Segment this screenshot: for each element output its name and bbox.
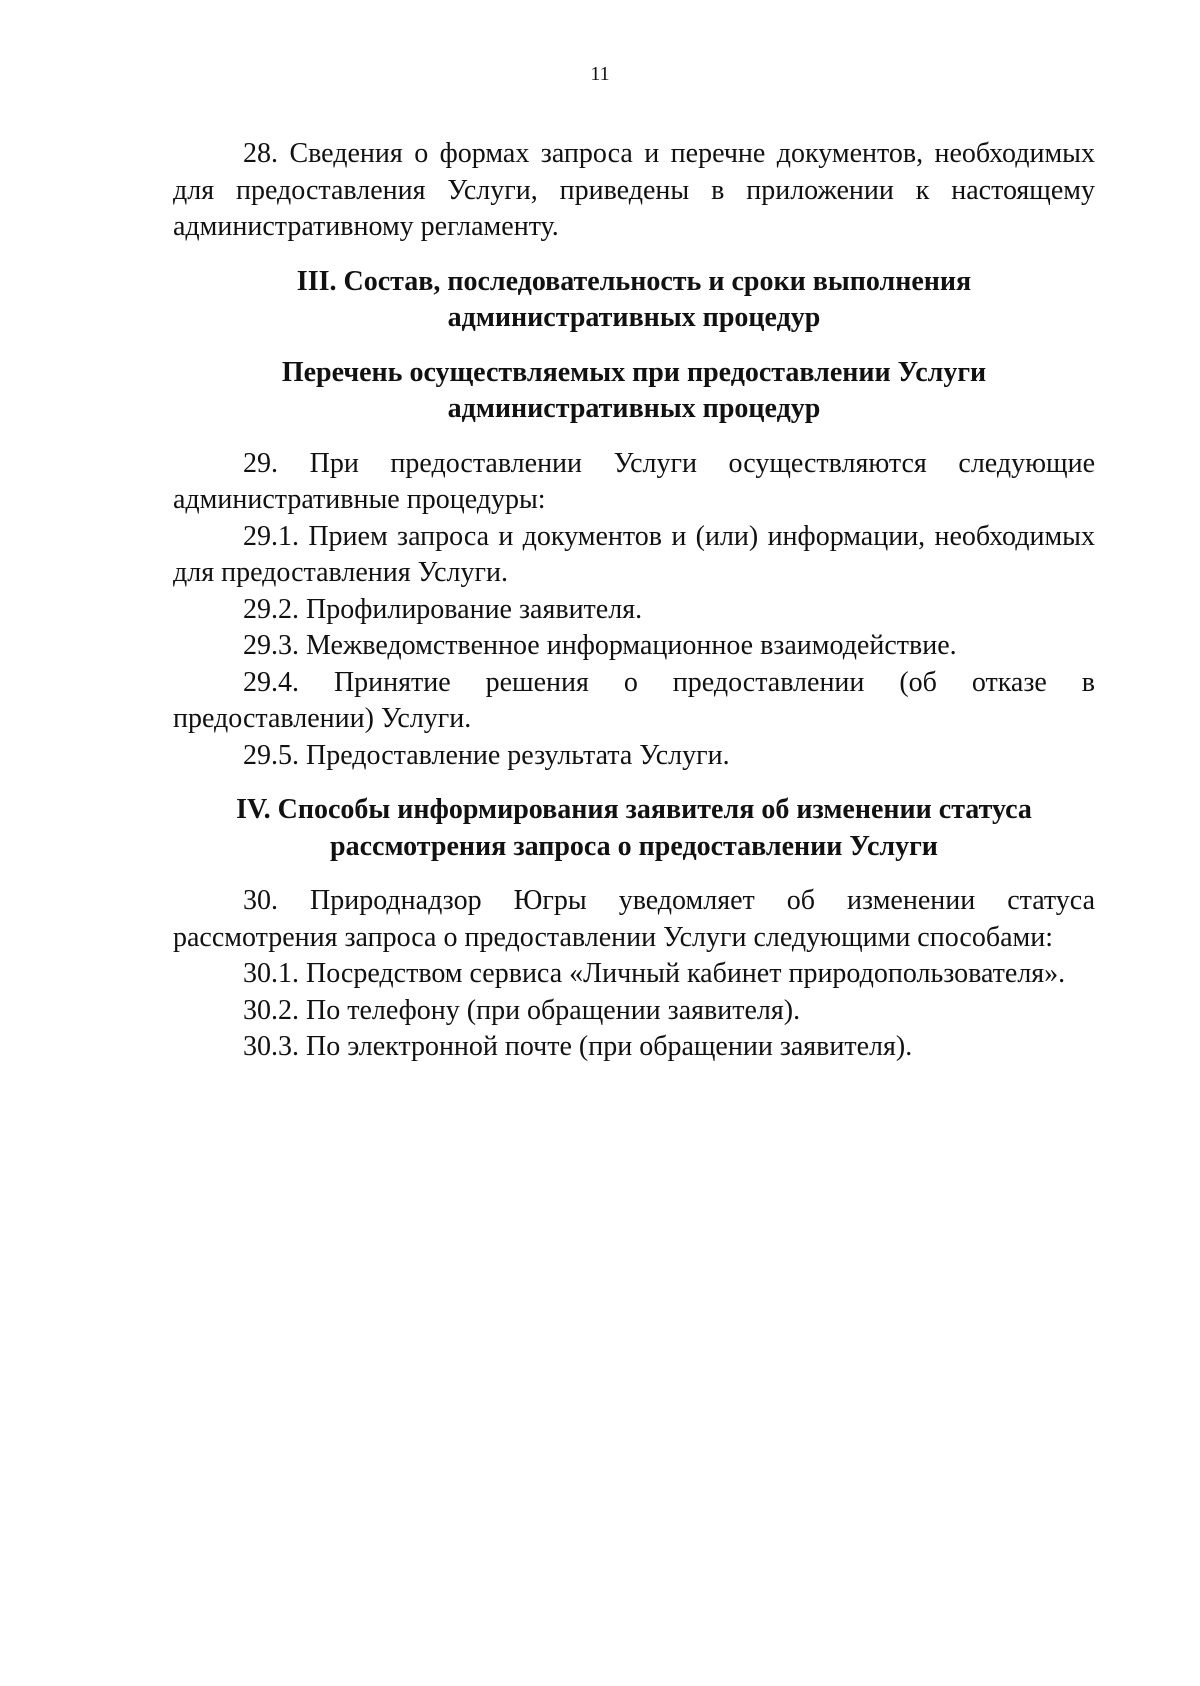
paragraph-29-2: 29.2. Профилирование заявителя. — [243, 593, 643, 625]
section-3-title: III. Состав, последовательность и сроки выполнения административных процедур — [296, 265, 972, 333]
paragraph-30-2: 30.2. По телефону (при обращении заявителя). — [243, 994, 801, 1026]
section-4-title: IV. Способы информирования заявителя об изменении статуса рассмотрения запроса о предоставлении Услуги — [236, 794, 1032, 862]
paragraph-29-3: 29.3. Межведомственное информационное взаимодействие. — [243, 630, 957, 661]
paragraph-29: 29. При предоставлении Услуги осуществляются следующие административные процедуры: — [173, 447, 1095, 515]
paragraph-28: 28. Сведения о формах запроса и перечне документов, необходимых для предоставления Услуги, приведены в приложении к настоящему административному регламенту. — [173, 138, 1095, 242]
paragraph-29-1: 29.1. Прием запроса и документов и (или) информации, необходимых для предоставления Услуги. — [173, 520, 1095, 588]
section-3-subtitle: Перечень осуществляемых при предоставлении Услуги административных процедур — [281, 356, 987, 424]
paragraph-29-4: 29.4. Принятие решения о предоставлении (об отказе в предоставлении) Услуги. — [173, 666, 1095, 734]
page-number: 11 — [590, 63, 610, 85]
paragraph-30-3: 30.3. По электронной почте (при обращении заявителя). — [243, 1031, 913, 1062]
paragraph-29-5: 29.5. Предоставление результата Услуги. — [243, 739, 730, 771]
paragraph-30-1: 30.1. Посредством сервиса «Личный кабинет природопользователя». — [243, 958, 1066, 989]
paragraph-30: 30. Природнадзор Югры уведомляет об изменении статуса рассмотрения запроса о предоставлении Услуги следующими способами: — [173, 885, 1095, 953]
document-body — [173, 136, 1095, 1066]
